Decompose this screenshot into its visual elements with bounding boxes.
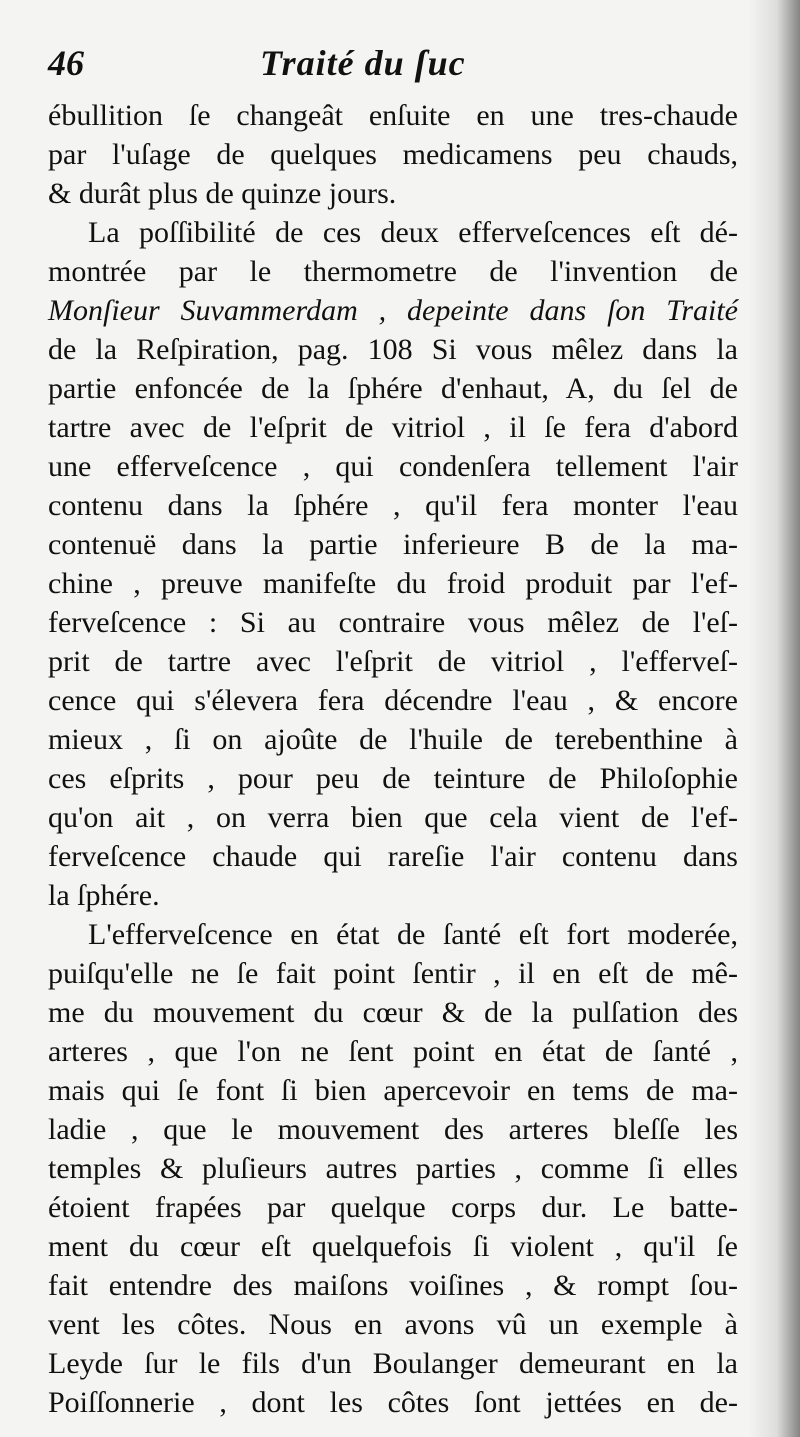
body-text: [48, 96, 738, 1422]
text-line: prit de tartre avec l'eſprit de vitriol , l'efferveſ-: [48, 645, 738, 678]
text-line: mais qui ſe font ſi bien apercevoir en tems de ma-: [48, 1074, 738, 1107]
text-line: temples & pluſieurs autres parties , comme ſi elles: [48, 1152, 738, 1185]
page-header: [48, 42, 748, 92]
text-line: contenuë dans la partie inferieure B de la ma-: [48, 528, 738, 561]
text-line: ces eſprits , pour peu de teinture de Philoſophie: [48, 762, 738, 795]
text-line: par l'uſage de quelques medicamens peu chauds,: [48, 138, 738, 171]
text-line: qu'on ait , on verra bien que cela vient de l'ef-: [48, 801, 738, 834]
text-line: L'efferveſcence en état de ſanté eſt fort moderée,: [88, 918, 738, 951]
text-line: montrée par le thermometre de l'invention de: [48, 255, 738, 288]
text-line: chine , preuve manifeſte du froid produit par l'ef-: [48, 567, 738, 600]
text-line: ébullition ſe changeât enſuite en une tres-chaude: [48, 99, 738, 132]
text-line: me du mouvement du cœur & de la pulſation des: [48, 996, 738, 1029]
text-line: ladie , que le mouvement des arteres bleſſe les: [48, 1113, 738, 1146]
text-line: une efferveſcence , qui condenſera tellement l'air: [48, 450, 738, 483]
text-line: la ſphére.: [48, 879, 160, 912]
text-line: ferveſcence : Si au contraire vous mêlez de l'eſ-: [48, 606, 738, 639]
text-line: vent les côtes. Nous en avons vû un exemple à: [48, 1308, 738, 1341]
text-line: mieux , ſi on ajoûte de l'huile de terebenthine à: [48, 723, 738, 756]
text-line: puiſqu'elle ne ſe fait point ſentir , il en eſt de mê-: [48, 957, 738, 990]
text-line: La poſſibilité de ces deux efferveſcences eſt dé-: [88, 216, 738, 249]
text-line: ferveſcence chaude qui rareſie l'air contenu dans: [48, 840, 738, 873]
text-line: tartre avec de l'eſprit de vitriol , il ſe fera d'abord: [48, 411, 738, 444]
text-line: & durât plus de quinze jours.: [48, 177, 397, 210]
page-number: 46: [48, 43, 84, 83]
text-line: fait entendre des maiſons voiſines , & rompt ſou-: [48, 1269, 738, 1302]
text-line: partie enfoncée de la ſphére d'enhaut, A, du ſel de: [48, 372, 738, 405]
page-edge-shadow: [748, 0, 800, 1437]
text-line: ment du cœur eſt quelquefois ſi violent , qu'il ſe: [48, 1230, 738, 1263]
text-line: contenu dans la ſphére , qu'il fera monter l'eau: [48, 489, 738, 522]
text-line: Leyde ſur le fils d'un Boulanger demeurant en la: [48, 1347, 738, 1380]
text-line: de la Reſpiration, pag. 108 Si vous mêlez dans la: [48, 333, 738, 366]
text-line: Poiſſonnerie , dont les côtes ſont jettées en de-: [48, 1386, 738, 1419]
text-line: arteres , que l'on ne ſent point en état de ſanté ,: [48, 1035, 738, 1068]
running-title: Traité du ſuc: [260, 43, 466, 83]
text-line: cence qui s'élevera fera décendre l'eau , & encore: [48, 684, 738, 717]
text-line: Monſieur Suvammerdam , depeinte dans ſon Traité: [48, 294, 738, 327]
text-line: étoient frapées par quelque corps dur. Le batte-: [48, 1191, 738, 1224]
